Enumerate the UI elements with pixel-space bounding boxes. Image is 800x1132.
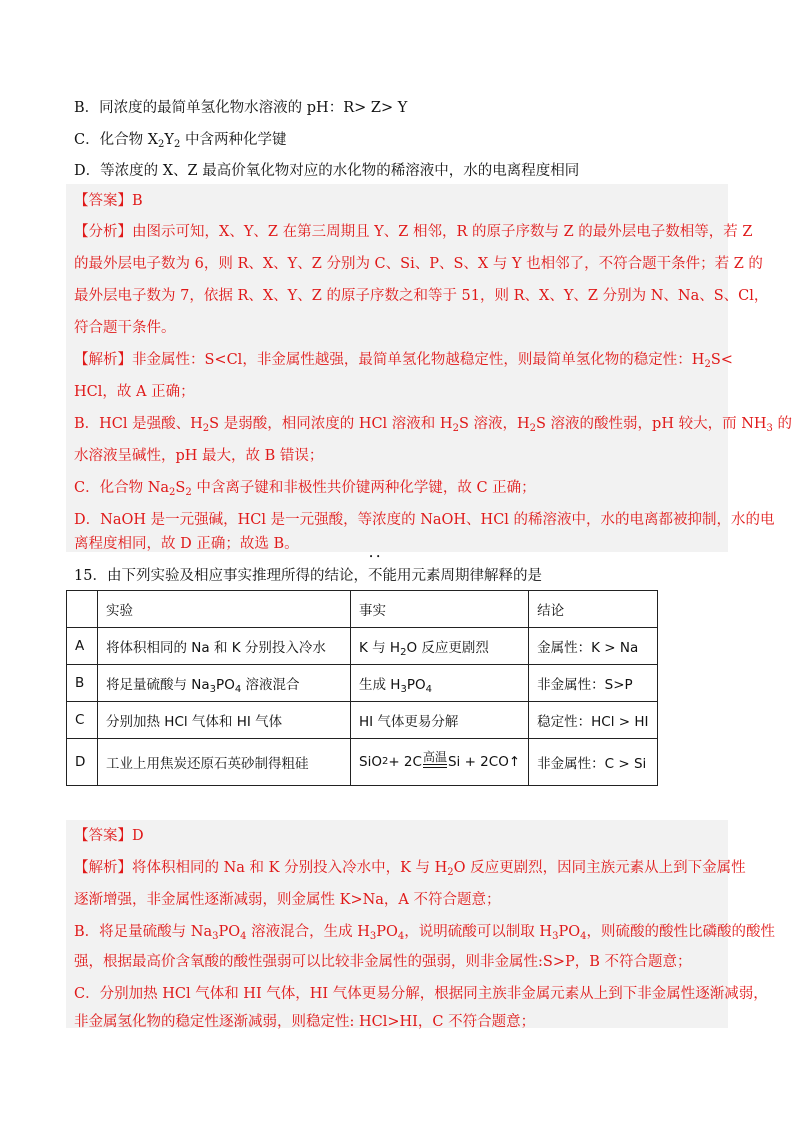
row-label: B: [67, 665, 98, 702]
q14-analysis-line-3: 最外层电子数为 7，依据 R、X、Y、Z 的原子序数之和等于 51，则 R、X、Y、Z 分别为 N、Na、S、Cl，: [74, 288, 769, 304]
table-row: [67, 665, 658, 702]
option-d: D．等浓度的 X、Z 最高价氧化物对应的水化物的稀溶液中，水的电离程度相同: [74, 163, 580, 179]
fact-cell: K 与 $H_2O$ 反应更剧烈: [351, 628, 529, 665]
q14-explain-d-line-1: D．NaOH 是一元强碱，HCl 是一元强酸，等浓度的 NaOH、HCl 的稀溶液中，水的电离都被抑制，水的电: [74, 512, 775, 528]
table-row: [67, 739, 658, 786]
q14-explain-b-line-1: B．HCl 是强酸、$H_2S$ 是弱酸，相同浓度的 HCl 溶液和 $H_2S$ 溶液，$H_2S$ 溶液的酸性弱，pH 较大，而 $NH_3$ 的: [74, 416, 793, 434]
table-header-row: [67, 591, 658, 628]
q15-stem: 15．由下列实验及相应事实推理所得的结论，•• 不能用元素周期律解释的是: [74, 564, 542, 585]
q15-explain-a-line-2: 逐渐增强，非金属性逐渐减弱，则金属性 K>Na，A 不符合题意；: [74, 892, 501, 908]
chemical-equation: SiO 2 + 2C 高温 Si + 2CO↑: [359, 751, 520, 774]
q15-explain-c-line-2: 非金属氢化物的稳定性逐渐减弱，则稳定性: HCl>HI，C 不符合题意；: [74, 1014, 536, 1030]
reaction-condition: 高温: [422, 751, 448, 774]
table-header-cell: 结论: [529, 591, 657, 628]
emphasis-dots: •• 不能: [368, 564, 397, 585]
conclusion-cell: 非金属性：C > Si: [529, 739, 657, 786]
q14-explain-a-line-1: 【解析】非金属性：S<Cl，非金属性越强，最简单氢化物越稳定性，则最简单氢化物的稳定性：$H_2S<$: [74, 352, 733, 370]
table-header-cell: 实验: [98, 591, 351, 628]
table-header-cell: [67, 591, 98, 628]
fact-cell: 生成 $H_3PO_4$: [351, 665, 529, 702]
q14-answer: 【答案】B: [74, 193, 143, 209]
q15-answer: 【答案】D: [74, 828, 144, 844]
row-label: A: [67, 628, 98, 665]
experiment-cell: 将体积相同的 Na 和 K 分别投入冷水: [98, 628, 351, 665]
row-label: C: [67, 702, 98, 739]
option-b: B．同浓度的最简单氢化物水溶液的 pH：R> Z> Y: [74, 100, 408, 116]
conclusion-cell: 稳定性：HCl > HI: [529, 702, 657, 739]
q15-explain-a-line-1: 【解析】将体积相同的 Na 和 K 分别投入冷水中，K 与 $H_2O$ 反应更剧烈，因同主族元素从上到下金属性: [74, 860, 746, 878]
conclusion-cell: 金属性：K > Na: [529, 628, 657, 665]
conclusion-cell: 非金属性：S>P: [529, 665, 657, 702]
experiment-table: [66, 590, 658, 786]
q14-analysis-line-1: 【分析】由图示可知，X、Y、Z 在第三周期且 Y、Z 相邻，R 的原子序数与 Z 的最外层电子数相等，若 Z: [74, 224, 753, 240]
experiment-cell: 分别加热 HCl 气体和 HI 气体: [98, 702, 351, 739]
experiment-cell: 工业上用焦炭还原石英砂制得粗硅: [98, 739, 351, 786]
table-row: [67, 702, 658, 739]
q14-analysis-line-4: 符合题干条件。: [74, 320, 176, 336]
q15-explain-c-line-1: C．分别加热 HCl 气体和 HI 气体，HI 气体更易分解，根据同主族非金属元素从上到下非金属性逐渐减弱，: [74, 986, 768, 1002]
option-c: C．化合物 $X_2Y_2$ 中含两种化学键: [74, 132, 287, 150]
q14-explain-c: C．化合物 $Na_2S_2$ 中含离子键和非极性共价键两种化学键，故 C 正确；: [74, 480, 536, 498]
q14-explain-b-line-2: 水溶液呈碱性，pH 最大，故 B 错误；: [74, 448, 324, 464]
table-header-cell: 事实: [351, 591, 529, 628]
q14-analysis-line-2: 的最外层电子数为 6，则 R、X、Y、Z 分别为 C、Si、P、S、X 与 Y 也相邻了，不符合题干条件；若 Z 的: [74, 256, 763, 272]
fact-cell: HI 气体更易分解: [351, 702, 529, 739]
row-label: D: [67, 739, 98, 786]
fact-cell: [351, 739, 529, 786]
q15-explain-b-line-2: 强，根据最高价含氧酸的酸性强弱可以比较非金属性的强弱，则非金属性:S>P，B 不符合题意；: [74, 954, 692, 970]
q14-explain-a-line-2: HCl，故 A 正确；: [74, 384, 195, 400]
q15-explain-b-line-1: B．将足量硫酸与 $Na_3PO_4$ 溶液混合，生成 $H_3PO_4$，说明硫酸可以制取 $H_3PO_4$，则硫酸的酸性比磷酸的酸性: [74, 924, 775, 942]
q14-explain-d-line-2: 离程度相同，故 D 正确；故选 B。: [74, 536, 299, 552]
table-row: [67, 628, 658, 665]
experiment-cell: 将足量硫酸与 $Na_3PO_4$ 溶液混合: [98, 665, 351, 702]
equals-bar: [423, 764, 447, 768]
